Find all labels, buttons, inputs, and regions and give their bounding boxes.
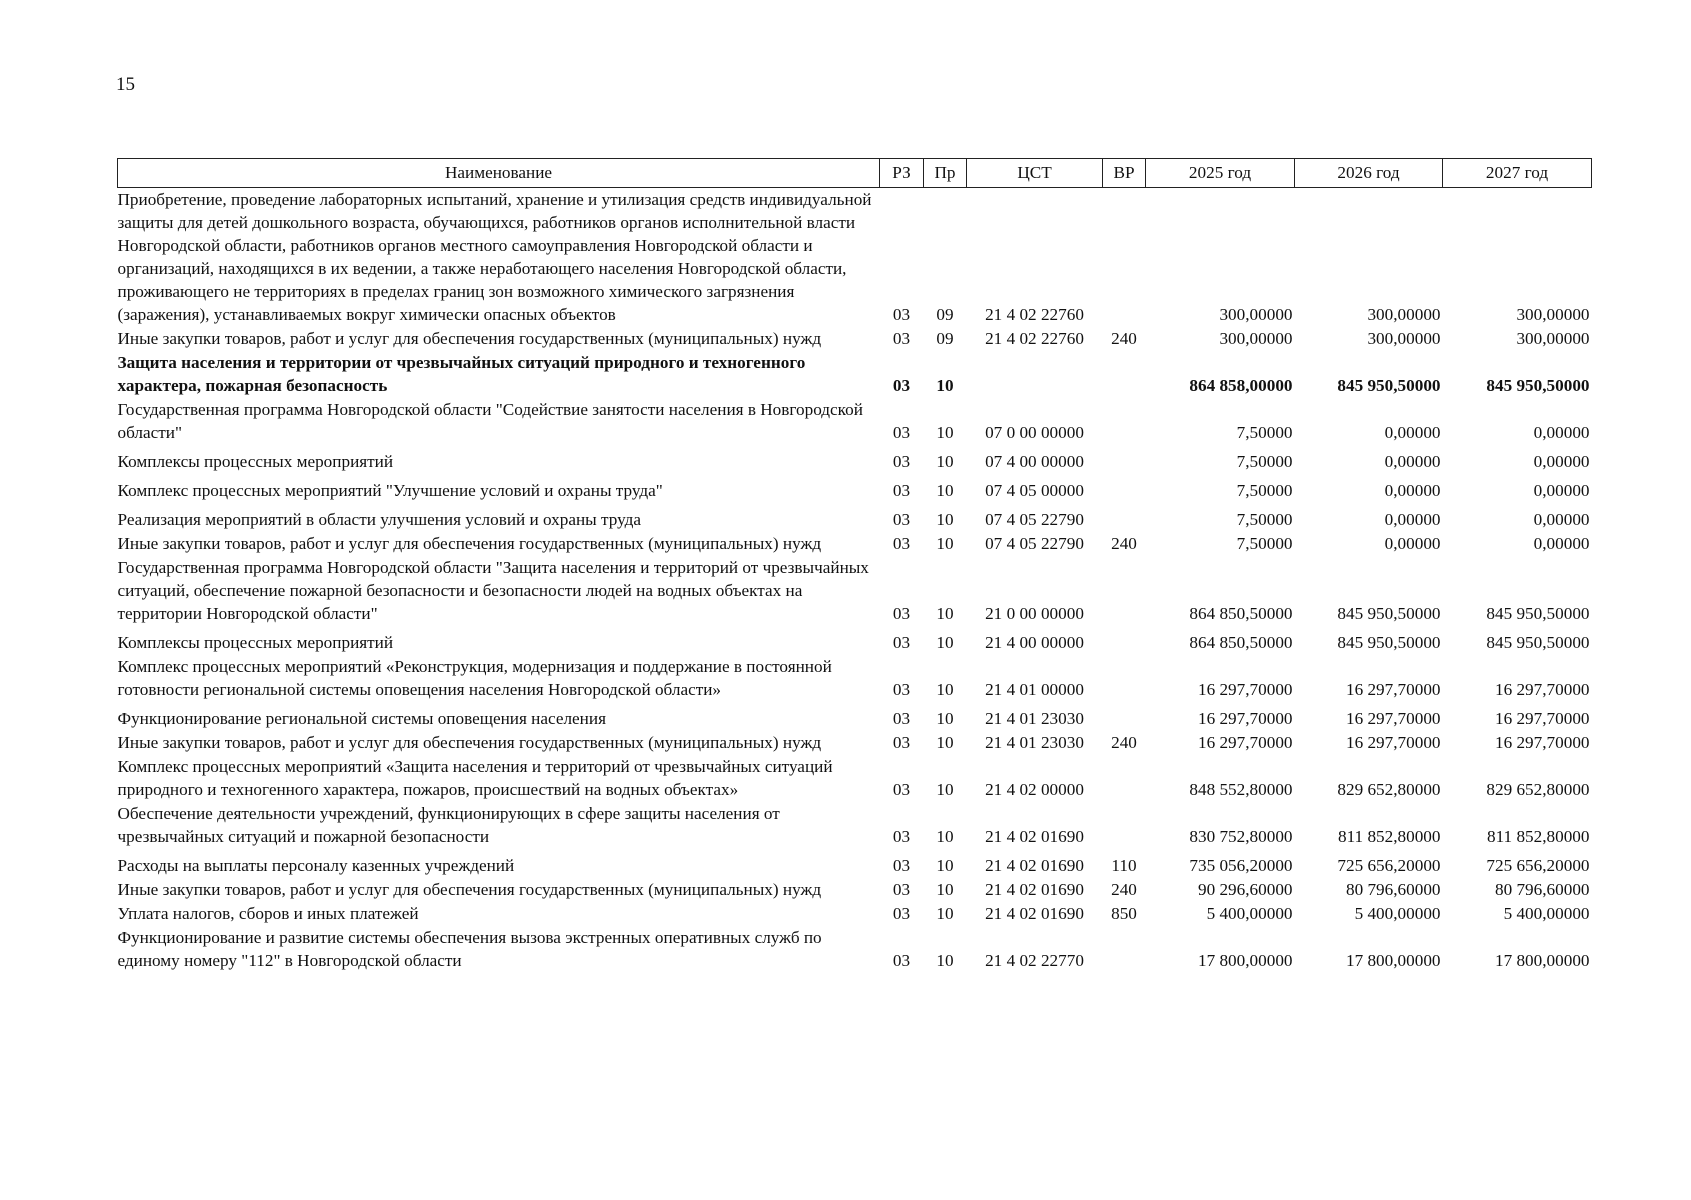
cell-pr: 10 [936,709,954,728]
cell-cst: 21 4 01 23030 [985,709,1084,728]
cell-vr: 850 [1111,904,1137,923]
cell-vr [1103,398,1146,445]
header-rz: РЗ [880,159,924,188]
budget-table [117,158,1592,973]
cell-rz: 03 [892,376,911,395]
cell-pr: 10 [936,904,954,923]
cell-vr [1103,445,1146,474]
table-row [118,188,1592,328]
cell-name: Иные закупки товаров, работ и услуг для обеспечения государственных (муниципальных) нужд [117,733,822,752]
cell-pr: 10 [936,376,954,395]
cell-2025: 5 400,00000 [1206,904,1293,923]
cell-vr [1103,188,1146,328]
cell-2027: 5 400,00000 [1503,904,1590,923]
cell-cst: 07 0 00 00000 [985,423,1084,442]
table-row [118,926,1592,973]
cell-2026: 845 950,50000 [1337,604,1441,623]
cell-2026: 0,00000 [1384,452,1441,471]
cell-2025: 17 800,00000 [1197,951,1293,970]
table-row [118,351,1592,398]
cell-name: Государственная программа Новгородской области "Защита населения и территорий от чрезвычайных ситуаций, обеспечение пожарной безопасности и безопасности людей на водных объектах на территории Новгородской области" [117,558,869,623]
cell-vr [1103,702,1146,731]
cell-name: Комплекс процессных мероприятий "Улучшение условий и охраны труда" [117,481,663,500]
cell-2027: 16 297,70000 [1494,680,1590,699]
cell-2026: 16 297,70000 [1345,709,1441,728]
cell-2025: 864 850,50000 [1189,604,1293,623]
cell-rz: 03 [892,880,911,899]
cell-2025: 16 297,70000 [1197,680,1293,699]
table-row [118,474,1592,503]
cell-2027: 845 950,50000 [1486,376,1590,395]
cell-cst: 21 4 02 22760 [985,329,1084,348]
cell-name: Обеспечение деятельности учреждений, функционирующих в сфере защиты населения от чрезвычайных ситуаций и пожарной безопасности [117,804,780,846]
cell-rz: 03 [892,827,911,846]
page-number: 15 [116,74,135,95]
cell-vr: 110 [1111,856,1137,875]
cell-2026: 0,00000 [1384,423,1441,442]
cell-2025: 300,00000 [1219,329,1293,348]
header-pr: Пр [924,159,967,188]
cell-2027: 80 796,60000 [1494,880,1590,899]
cell-cst: 07 4 05 22790 [985,510,1084,529]
cell-pr: 09 [936,329,954,348]
table-row [118,626,1592,655]
cell-rz: 03 [892,680,911,699]
cell-2025: 830 752,80000 [1189,827,1293,846]
cell-rz: 03 [892,733,911,752]
cell-pr: 10 [936,827,954,846]
cell-2025: 7,50000 [1236,481,1293,500]
cell-2027: 845 950,50000 [1486,604,1590,623]
cell-2025: 864 858,00000 [1189,376,1293,395]
cell-vr [1103,351,1146,398]
header-name: Наименование [118,159,880,188]
cell-name: Иные закупки товаров, работ и услуг для обеспечения государственных (муниципальных) нужд [117,329,822,348]
cell-2026: 725 656,20000 [1337,856,1441,875]
cell-pr: 10 [936,510,954,529]
cell-2026: 0,00000 [1384,481,1441,500]
cell-pr: 10 [936,481,954,500]
cell-cst: 21 4 00 00000 [985,633,1084,652]
cell-pr: 10 [936,452,954,471]
cell-2025: 735 056,20000 [1189,856,1293,875]
cell-name: Расходы на выплаты персоналу казенных учреждений [117,856,515,875]
cell-pr: 10 [936,534,954,553]
cell-name: Защита населения и территории от чрезвычайных ситуаций природного и техногенного характера, пожарная безопасность [117,353,806,395]
cell-name: Комплекс процессных мероприятий «Защита населения и территорий от чрезвычайных ситуаций природного и техногенного характера, пожаров, происшествий на водных объектах» [117,757,833,799]
cell-cst: 21 0 00 00000 [985,604,1084,623]
cell-2027: 0,00000 [1533,534,1590,553]
cell-2026: 845 950,50000 [1337,633,1441,652]
cell-vr [1103,556,1146,626]
table-row [118,802,1592,849]
cell-name: Государственная программа Новгородской области "Содействие занятости населения в Новгородской области" [117,400,863,442]
cell-2026: 16 297,70000 [1345,680,1441,699]
table-row [118,503,1592,532]
cell-cst: 21 4 02 01690 [985,856,1084,875]
cell-2027: 17 800,00000 [1494,951,1590,970]
header-vr: ВР [1103,159,1146,188]
cell-2025: 7,50000 [1236,452,1293,471]
cell-cst: 21 4 02 22760 [985,305,1084,324]
cell-rz: 03 [892,510,911,529]
cell-2025: 16 297,70000 [1197,709,1293,728]
cell-rz: 03 [892,604,911,623]
cell-vr [1103,802,1146,849]
cell-rz: 03 [892,329,911,348]
cell-2026: 17 800,00000 [1345,951,1441,970]
cell-2026: 80 796,60000 [1345,880,1441,899]
cell-name: Функционирование и развитие системы обеспечения вызова экстренных оперативных служб по единому номеру "112" в Новгородской области [117,928,822,970]
cell-cst: 07 4 05 22790 [985,534,1084,553]
cell-2027: 811 852,80000 [1487,827,1590,846]
cell-cst [967,351,1103,398]
cell-pr: 10 [936,680,954,699]
cell-2025: 848 552,80000 [1189,780,1293,799]
cell-cst: 21 4 02 01690 [985,880,1084,899]
cell-name: Функционирование региональной системы оповещения населения [117,709,606,728]
cell-pr: 10 [936,880,954,899]
cell-2027: 0,00000 [1533,481,1590,500]
cell-rz: 03 [892,709,911,728]
cell-2027: 0,00000 [1533,452,1590,471]
table-row [118,902,1592,926]
cell-2025: 7,50000 [1236,510,1293,529]
cell-name: Уплата налогов, сборов и иных платежей [117,904,419,923]
cell-name: Реализация мероприятий в области улучшения условий и охраны труда [117,510,642,529]
header-2026: 2026 год [1295,159,1443,188]
cell-2027: 300,00000 [1516,305,1590,324]
cell-vr [1103,926,1146,973]
cell-name: Комплекс процессных мероприятий «Реконструкция, модернизация и поддержание в постоянной готовности региональной системы оповещения населения Новгородской области» [117,657,832,699]
cell-rz: 03 [892,904,911,923]
cell-cst: 07 4 05 00000 [985,481,1084,500]
cell-2027: 0,00000 [1533,423,1590,442]
cell-2027: 300,00000 [1516,329,1590,348]
cell-rz: 03 [892,951,911,970]
cell-2026: 829 652,80000 [1337,780,1441,799]
cell-2025: 16 297,70000 [1197,733,1293,752]
table-row [118,755,1592,802]
table-row [118,655,1592,702]
cell-2027: 16 297,70000 [1494,733,1590,752]
cell-name: Комплексы процессных мероприятий [117,452,394,471]
cell-pr: 10 [936,423,954,442]
cell-pr: 10 [936,633,954,652]
cell-vr: 240 [1111,880,1137,899]
table-row [118,731,1592,755]
cell-pr: 10 [936,856,954,875]
cell-vr: 240 [1111,534,1137,553]
table-body [118,188,1592,974]
cell-vr [1103,626,1146,655]
cell-pr: 10 [936,733,954,752]
cell-2025: 864 850,50000 [1189,633,1293,652]
cell-rz: 03 [892,534,911,553]
cell-cst: 21 4 02 22770 [985,951,1084,970]
cell-2027: 845 950,50000 [1486,633,1590,652]
cell-vr: 240 [1111,733,1137,752]
cell-name: Иные закупки товаров, работ и услуг для обеспечения государственных (муниципальных) нужд [117,880,822,899]
cell-vr [1103,755,1146,802]
cell-2026: 5 400,00000 [1354,904,1441,923]
cell-cst: 21 4 01 23030 [985,733,1084,752]
cell-2026: 0,00000 [1384,510,1441,529]
table-row [118,849,1592,878]
table-row [118,878,1592,902]
cell-2026: 300,00000 [1367,329,1441,348]
table-row [118,532,1592,556]
cell-cst: 21 4 01 00000 [985,680,1084,699]
cell-name: Иные закупки товаров, работ и услуг для обеспечения государственных (муниципальных) нужд [117,534,822,553]
cell-cst: 21 4 02 00000 [985,780,1084,799]
header-2025: 2025 год [1146,159,1295,188]
cell-rz: 03 [892,423,911,442]
cell-2027: 829 652,80000 [1486,780,1590,799]
cell-rz: 03 [892,780,911,799]
table-row [118,327,1592,351]
cell-pr: 10 [936,604,954,623]
header-cst: ЦСТ [967,159,1103,188]
cell-name: Комплексы процессных мероприятий [117,633,394,652]
cell-cst: 21 4 02 01690 [985,827,1084,846]
cell-rz: 03 [892,481,911,500]
cell-rz: 03 [892,633,911,652]
cell-vr [1103,655,1146,702]
cell-2027: 725 656,20000 [1486,856,1590,875]
cell-2026: 0,00000 [1384,534,1441,553]
cell-2026: 811 852,80000 [1338,827,1441,846]
table-row [118,445,1592,474]
header-2027: 2027 год [1443,159,1592,188]
cell-vr [1103,474,1146,503]
cell-pr: 09 [936,305,954,324]
cell-2025: 300,00000 [1219,305,1293,324]
cell-2026: 845 950,50000 [1337,376,1441,395]
cell-2026: 16 297,70000 [1345,733,1441,752]
cell-vr [1103,503,1146,532]
cell-2026: 300,00000 [1367,305,1441,324]
cell-rz: 03 [892,856,911,875]
cell-cst: 21 4 02 01690 [985,904,1084,923]
cell-2027: 16 297,70000 [1494,709,1590,728]
cell-rz: 03 [892,305,911,324]
table-header-row [118,159,1592,188]
cell-2025: 90 296,60000 [1197,880,1293,899]
cell-2025: 7,50000 [1236,534,1293,553]
cell-name: Приобретение, проведение лабораторных испытаний, хранение и утилизация средств индивидуальной защиты для детей дошкольного возраста, обучающихся, работников органов исполнительной власти Новгородской области, работников органов местного самоуправления Новгородской области и организаций, находящихся в их ведении, а также неработающего населения Новгородской области, проживающего не территориях в пределах границ зон возможного химического загрязнения (заражения), устанавливаемых вокруг химически опасных объектов [117,190,872,324]
cell-pr: 10 [936,780,954,799]
table-row [118,702,1592,731]
table-row [118,398,1592,445]
cell-cst: 07 4 00 00000 [985,452,1084,471]
cell-2025: 7,50000 [1236,423,1293,442]
cell-pr: 10 [936,951,954,970]
cell-vr: 240 [1111,329,1137,348]
cell-rz: 03 [892,452,911,471]
table-row [118,556,1592,626]
cell-2027: 0,00000 [1533,510,1590,529]
